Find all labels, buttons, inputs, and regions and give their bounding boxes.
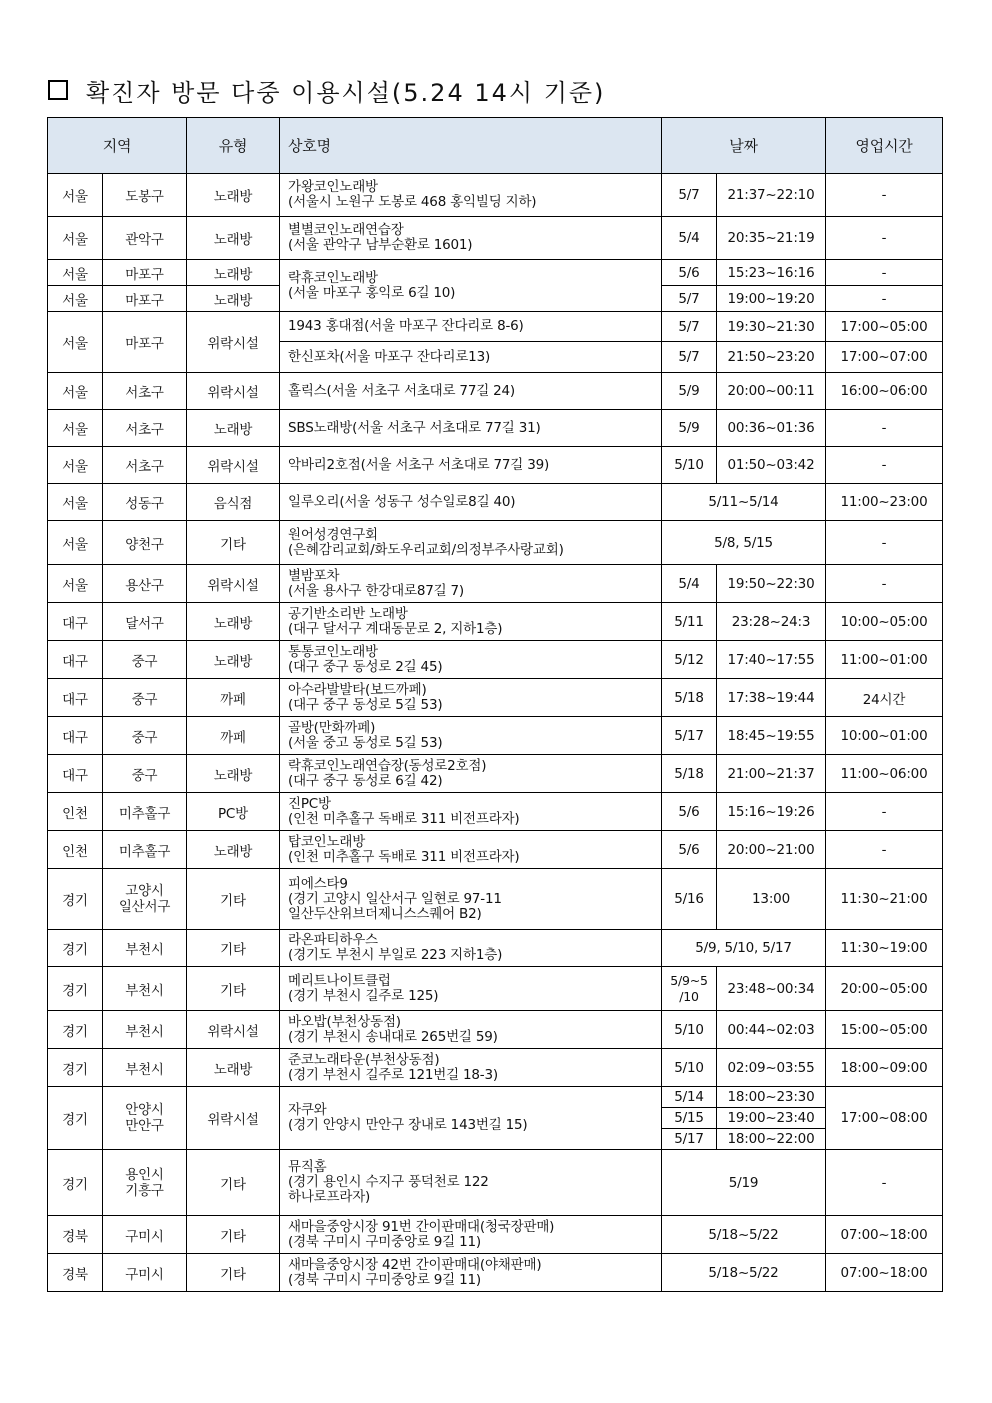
type-cell: 기타 [187, 521, 280, 565]
district-cell [103, 1087, 187, 1150]
type-cell: 위락시설 [187, 565, 280, 603]
name-text: 뮤직홈 [288, 1159, 327, 1175]
hours-cell: - [826, 447, 943, 484]
region-cell: 서울 [48, 447, 103, 484]
address-text: (경북 구미시 구미중앙로 9길 11) [288, 1233, 481, 1250]
hours-cell: 15:00~05:00 [826, 1011, 943, 1049]
district-sub-text: 기흥구 [125, 1182, 164, 1199]
district-cell: 구미시 [103, 1254, 187, 1292]
time-cell: 19:30~21:30 [717, 312, 826, 342]
date-text-2: /10 [679, 988, 699, 1004]
name-cell [280, 174, 662, 217]
name-cell [280, 603, 662, 641]
district-cell: 용산구 [103, 565, 187, 603]
date-cell: 5/16 [662, 869, 717, 930]
date-cell: 5/9 [662, 373, 717, 410]
time-cell: 23:48~00:34 [717, 967, 826, 1011]
address-text: (서울 마포구 홍익로 6길 10) [288, 284, 456, 301]
name-text: 라온파티하우스 [288, 932, 378, 948]
date-cell: 5/6 [662, 260, 717, 286]
hours-cell: 24시간 [826, 679, 943, 717]
address-text-2: 일산두산위브더제니스스퀘어 B2) [288, 905, 482, 922]
address-text: (은혜감리교회/화도우리교회/의정부주사랑교회) [288, 541, 564, 558]
address-text: (대구 중구 동성로 6길 42) [288, 772, 443, 789]
region-cell: 인천 [48, 793, 103, 831]
hours-cell: - [826, 217, 943, 260]
district-cell: 부천시 [103, 967, 187, 1011]
address-text: (경기 용인시 수지구 풍덕천로 122 [288, 1174, 489, 1190]
region-cell: 경기 [48, 967, 103, 1011]
name-cell [280, 521, 662, 565]
table-row [48, 1216, 943, 1254]
district-cell: 중구 [103, 641, 187, 679]
table-row [48, 217, 943, 260]
type-cell: 위락시설 [187, 447, 280, 484]
hours-cell: 11:00~01:00 [826, 641, 943, 679]
region-cell: 경기 [48, 1011, 103, 1049]
region-cell: 인천 [48, 831, 103, 869]
hours-cell: - [826, 831, 943, 869]
name-cell: 한신포차(서울 마포구 잔다리로13) [280, 342, 662, 373]
table-row [48, 1254, 943, 1292]
header-region: 지역 [48, 118, 187, 174]
name-text: 바오밥(부천상동점) [288, 1013, 401, 1030]
region-cell: 경북 [48, 1216, 103, 1254]
type-cell: 기타 [187, 869, 280, 930]
region-cell: 경북 [48, 1254, 103, 1292]
name-cell [280, 755, 662, 793]
district-cell: 마포구 [103, 286, 187, 312]
address-text: (경기 안양시 만안구 장내로 143번길 15) [288, 1117, 528, 1133]
type-cell: 노래방 [187, 755, 280, 793]
type-cell: 까페 [187, 717, 280, 755]
region-cell: 경기 [48, 930, 103, 967]
date-text: 5/9~5 [670, 972, 708, 988]
district-cell: 도봉구 [103, 174, 187, 217]
table-row [48, 521, 943, 565]
type-cell: 노래방 [187, 174, 280, 217]
date-cell: 5/12 [662, 641, 717, 679]
name-text: 별밤포차 [288, 567, 340, 584]
time-cell: 21:50~23:20 [717, 342, 826, 373]
district-cell: 성동구 [103, 484, 187, 521]
name-cell: 일루오리(서울 성동구 성수일로8길 40) [280, 484, 662, 521]
date-cell: 5/10 [662, 1011, 717, 1049]
hours-cell: 07:00~18:00 [826, 1254, 943, 1292]
date-cell [662, 967, 717, 1011]
table-row [48, 174, 943, 217]
region-cell: 대구 [48, 603, 103, 641]
name-cell [280, 679, 662, 717]
header-name: 상호명 [280, 118, 662, 174]
table-row [48, 793, 943, 831]
date-cell: 5/6 [662, 793, 717, 831]
name-cell [280, 967, 662, 1011]
date-cell: 5/15 [662, 1108, 717, 1129]
name-cell [280, 1150, 662, 1216]
title-row [48, 72, 605, 108]
type-cell: 노래방 [187, 286, 280, 312]
district-cell: 서초구 [103, 410, 187, 447]
address-text: (경북 구미시 구미중앙로 9길 11) [288, 1271, 481, 1288]
district-cell: 중구 [103, 755, 187, 793]
hours-cell: - [826, 521, 943, 565]
address-text: (서울 용사구 한강대로87길 7) [288, 582, 464, 599]
date-cell: 5/6 [662, 831, 717, 869]
page-title: 확진자 방문 다중 이용시설(5.24 14시 기준) [86, 78, 606, 107]
name-text: 피에스타9 [288, 875, 348, 892]
district-cell: 마포구 [103, 312, 187, 373]
type-cell: 기타 [187, 930, 280, 967]
table-row [48, 1150, 943, 1216]
type-cell: 노래방 [187, 410, 280, 447]
hours-cell: 11:30~21:00 [826, 869, 943, 930]
hours-cell: - [826, 286, 943, 312]
region-cell: 서울 [48, 410, 103, 447]
table-row [48, 869, 943, 930]
time-cell: 19:50~22:30 [717, 565, 826, 603]
hours-cell: 18:00~09:00 [826, 1049, 943, 1087]
header-type: 유형 [187, 118, 280, 174]
date-cell: 5/9 [662, 410, 717, 447]
name-text: 통통코인노래방 [288, 643, 378, 660]
hours-cell: 10:00~01:00 [826, 717, 943, 755]
table-row [48, 717, 943, 755]
region-cell: 서울 [48, 521, 103, 565]
hours-cell: 11:00~23:00 [826, 484, 943, 521]
type-cell: 노래방 [187, 603, 280, 641]
table-row [48, 1087, 943, 1108]
table-row [48, 831, 943, 869]
checkbox-icon [48, 80, 68, 100]
type-cell: 위락시설 [187, 373, 280, 410]
type-cell: 까페 [187, 679, 280, 717]
address-text: (대구 달서구 계대동문로 2, 지하1층) [288, 620, 503, 637]
address-text: (서울시 노원구 도봉로 468 홍익빌딩 지하) [288, 194, 537, 210]
time-cell: 02:09~03:55 [717, 1049, 826, 1087]
name-text: 자쿠와 [288, 1102, 327, 1118]
name-text: 새마을중앙시장 42번 간이판매대(야채판매) [288, 1256, 542, 1273]
table-row [48, 1049, 943, 1087]
hours-cell: 11:00~06:00 [826, 755, 943, 793]
hours-cell: 10:00~05:00 [826, 603, 943, 641]
name-text: 락휴코인노래연습장(동성로2호점) [288, 757, 487, 774]
name-text: 새마을중앙시장 91번 간이판매대(청국장판매) [288, 1218, 555, 1235]
time-cell: 19:00~19:20 [717, 286, 826, 312]
region-cell: 서울 [48, 565, 103, 603]
address-text: (경기 고양시 일산서구 일현로 97-11 [288, 890, 502, 907]
date-cell: 5/9, 5/10, 5/17 [662, 930, 826, 967]
date-cell: 5/8, 5/15 [662, 521, 826, 565]
district-text: 용인시 [125, 1166, 164, 1183]
name-text: 메리트나이트클럽 [288, 972, 391, 989]
name-cell [280, 217, 662, 260]
date-cell: 5/10 [662, 447, 717, 484]
name-cell: 1943 홍대점(서울 마포구 잔다리로 8-6) [280, 312, 662, 342]
region-cell: 서울 [48, 260, 103, 286]
date-cell: 5/7 [662, 174, 717, 217]
hours-cell: 17:00~08:00 [826, 1087, 943, 1150]
time-cell: 00:36~01:36 [717, 410, 826, 447]
address-text: (경기 부천시 송내대로 265번길 59) [288, 1028, 498, 1045]
time-cell: 21:37~22:10 [717, 174, 826, 217]
time-cell: 01:50~03:42 [717, 447, 826, 484]
hours-cell: 17:00~05:00 [826, 312, 943, 342]
date-cell: 5/19 [662, 1150, 826, 1216]
district-sub-text: 일산서구 [118, 899, 171, 915]
name-cell [280, 1087, 662, 1150]
address-text: (서울 관악구 남부순환로 1601) [288, 237, 473, 253]
district-text: 고양시 [125, 883, 164, 899]
date-cell: 5/18~5/22 [662, 1254, 826, 1292]
date-cell: 5/17 [662, 1129, 717, 1150]
name-text: 탑코인노래방 [288, 833, 366, 850]
table-row [48, 930, 943, 967]
table-header-row [48, 118, 943, 174]
district-cell [103, 869, 187, 930]
date-cell: 5/18 [662, 679, 717, 717]
type-cell: PC방 [187, 793, 280, 831]
address-text: (서울 중고 동성로 5길 53) [288, 734, 443, 751]
date-cell: 5/4 [662, 217, 717, 260]
name-cell: 홀릭스(서울 서초구 서초대로 77길 24) [280, 373, 662, 410]
type-cell: 기타 [187, 1254, 280, 1292]
hours-cell: - [826, 793, 943, 831]
date-cell: 5/7 [662, 312, 717, 342]
table-row [48, 410, 943, 447]
address-text: (대구 중구 동성로 5길 53) [288, 696, 443, 713]
table-row [48, 755, 943, 793]
time-cell: 18:45~19:55 [717, 717, 826, 755]
date-cell: 5/7 [662, 342, 717, 373]
hours-cell: 17:00~07:00 [826, 342, 943, 373]
time-cell: 13:00 [717, 869, 826, 930]
district-cell: 구미시 [103, 1216, 187, 1254]
name-cell [280, 1011, 662, 1049]
name-cell: SBS노래방(서울 서초구 서초대로 77길 31) [280, 410, 662, 447]
date-cell: 5/17 [662, 717, 717, 755]
region-cell: 서울 [48, 286, 103, 312]
address-text: (인천 미추홀구 독배로 311 비전프라자) [288, 810, 520, 827]
time-cell: 20:00~00:11 [717, 373, 826, 410]
type-cell: 노래방 [187, 260, 280, 286]
type-cell: 기타 [187, 1150, 280, 1216]
time-cell: 15:16~19:26 [717, 793, 826, 831]
table-row [48, 373, 943, 410]
district-cell: 미추홀구 [103, 831, 187, 869]
name-cell [280, 1049, 662, 1087]
district-sub-text: 만안구 [125, 1118, 164, 1134]
time-cell: 15:23~16:16 [717, 260, 826, 286]
district-cell [103, 1150, 187, 1216]
type-cell: 음식점 [187, 484, 280, 521]
time-cell: 19:00~23:40 [717, 1108, 826, 1129]
hours-cell: 07:00~18:00 [826, 1216, 943, 1254]
type-cell: 위락시설 [187, 1087, 280, 1150]
region-cell: 경기 [48, 1087, 103, 1150]
address-text-2: 하나로프라자) [288, 1189, 371, 1205]
date-cell: 5/10 [662, 1049, 717, 1087]
time-cell: 18:00~22:00 [717, 1129, 826, 1150]
type-cell: 노래방 [187, 1049, 280, 1087]
time-cell: 18:00~23:30 [717, 1087, 826, 1108]
region-cell: 서울 [48, 217, 103, 260]
date-cell: 5/18 [662, 755, 717, 793]
name-cell [280, 1254, 662, 1292]
name-text: 가왕코인노래방 [288, 179, 378, 195]
table-row [48, 447, 943, 484]
hours-cell: - [826, 565, 943, 603]
region-cell: 대구 [48, 679, 103, 717]
facility-table [47, 117, 943, 1292]
name-text: 아수라발발타(보드까페) [288, 681, 427, 698]
time-cell: 21:00~21:37 [717, 755, 826, 793]
region-cell: 경기 [48, 869, 103, 930]
table-row [48, 641, 943, 679]
district-cell: 양천구 [103, 521, 187, 565]
region-cell: 서울 [48, 312, 103, 373]
time-cell: 20:00~21:00 [717, 831, 826, 869]
table-row [48, 1011, 943, 1049]
header-date: 날짜 [662, 118, 826, 174]
region-cell: 대구 [48, 755, 103, 793]
type-cell: 위락시설 [187, 1011, 280, 1049]
name-text: 원어성경연구회 [288, 526, 378, 543]
district-cell: 중구 [103, 679, 187, 717]
type-cell: 위락시설 [187, 312, 280, 373]
name-cell [280, 869, 662, 930]
table-row [48, 484, 943, 521]
district-text: 안양시 [125, 1102, 164, 1118]
district-cell: 관악구 [103, 217, 187, 260]
table-row [48, 603, 943, 641]
name-cell [280, 793, 662, 831]
name-cell [280, 1216, 662, 1254]
date-cell: 5/11~5/14 [662, 484, 826, 521]
table-row [48, 679, 943, 717]
district-cell: 부천시 [103, 1049, 187, 1087]
date-cell: 5/14 [662, 1087, 717, 1108]
date-cell: 5/11 [662, 603, 717, 641]
address-text: (경기 부천시 길주로 125) [288, 987, 439, 1004]
region-cell: 서울 [48, 484, 103, 521]
type-cell: 기타 [187, 1216, 280, 1254]
table-row [48, 967, 943, 1011]
district-cell: 부천시 [103, 930, 187, 967]
address-text: (경기도 부천시 부일로 223 지하1층) [288, 947, 503, 963]
table-row [48, 312, 943, 342]
type-cell: 노래방 [187, 641, 280, 679]
time-cell: 17:38~19:44 [717, 679, 826, 717]
name-text: 준코노래타운(부천상동점) [288, 1051, 440, 1068]
table-row [48, 565, 943, 603]
date-cell: 5/4 [662, 565, 717, 603]
time-cell: 00:44~02:03 [717, 1011, 826, 1049]
region-cell: 서울 [48, 373, 103, 410]
name-text: 진PC방 [288, 795, 331, 812]
district-cell: 서초구 [103, 373, 187, 410]
name-cell [280, 831, 662, 869]
district-cell: 마포구 [103, 260, 187, 286]
hours-cell: 20:00~05:00 [826, 967, 943, 1011]
time-cell: 17:40~17:55 [717, 641, 826, 679]
district-cell: 부천시 [103, 1011, 187, 1049]
district-cell: 미추홀구 [103, 793, 187, 831]
name-cell [280, 565, 662, 603]
time-cell: 23:28~24:3 [717, 603, 826, 641]
region-cell: 서울 [48, 174, 103, 217]
region-cell: 대구 [48, 641, 103, 679]
hours-cell: - [826, 410, 943, 447]
name-cell: 악바리2호점(서울 서초구 서초대로 77길 39) [280, 447, 662, 484]
address-text: (인천 미추홀구 독배로 311 비전프라자) [288, 848, 520, 865]
header-hours: 영업시간 [826, 118, 943, 174]
hours-cell: - [826, 260, 943, 286]
region-cell: 대구 [48, 717, 103, 755]
name-text: 공기반소리반 노래방 [288, 605, 408, 622]
name-cell [280, 260, 662, 312]
district-cell: 달서구 [103, 603, 187, 641]
type-cell: 노래방 [187, 831, 280, 869]
name-text: 락휴코인노래방 [288, 269, 378, 286]
date-cell: 5/18~5/22 [662, 1216, 826, 1254]
region-cell: 경기 [48, 1049, 103, 1087]
region-cell: 경기 [48, 1150, 103, 1216]
hours-cell: - [826, 1150, 943, 1216]
hours-cell: - [826, 174, 943, 217]
address-text: (경기 부천시 길주로 121번길 18-3) [288, 1066, 498, 1083]
hours-cell: 16:00~06:00 [826, 373, 943, 410]
type-cell: 노래방 [187, 217, 280, 260]
address-text: (대구 중구 동성로 2길 45) [288, 658, 443, 675]
table-row [48, 260, 943, 286]
time-cell: 20:35~21:19 [717, 217, 826, 260]
date-cell: 5/7 [662, 286, 717, 312]
type-cell: 기타 [187, 967, 280, 1011]
name-cell [280, 930, 662, 967]
name-text: 별별코인노래연습장 [288, 222, 404, 238]
district-cell: 중구 [103, 717, 187, 755]
hours-cell: 11:30~19:00 [826, 930, 943, 967]
name-cell [280, 717, 662, 755]
name-text: 골방(만화까페) [288, 719, 376, 736]
district-cell: 서초구 [103, 447, 187, 484]
name-cell [280, 641, 662, 679]
